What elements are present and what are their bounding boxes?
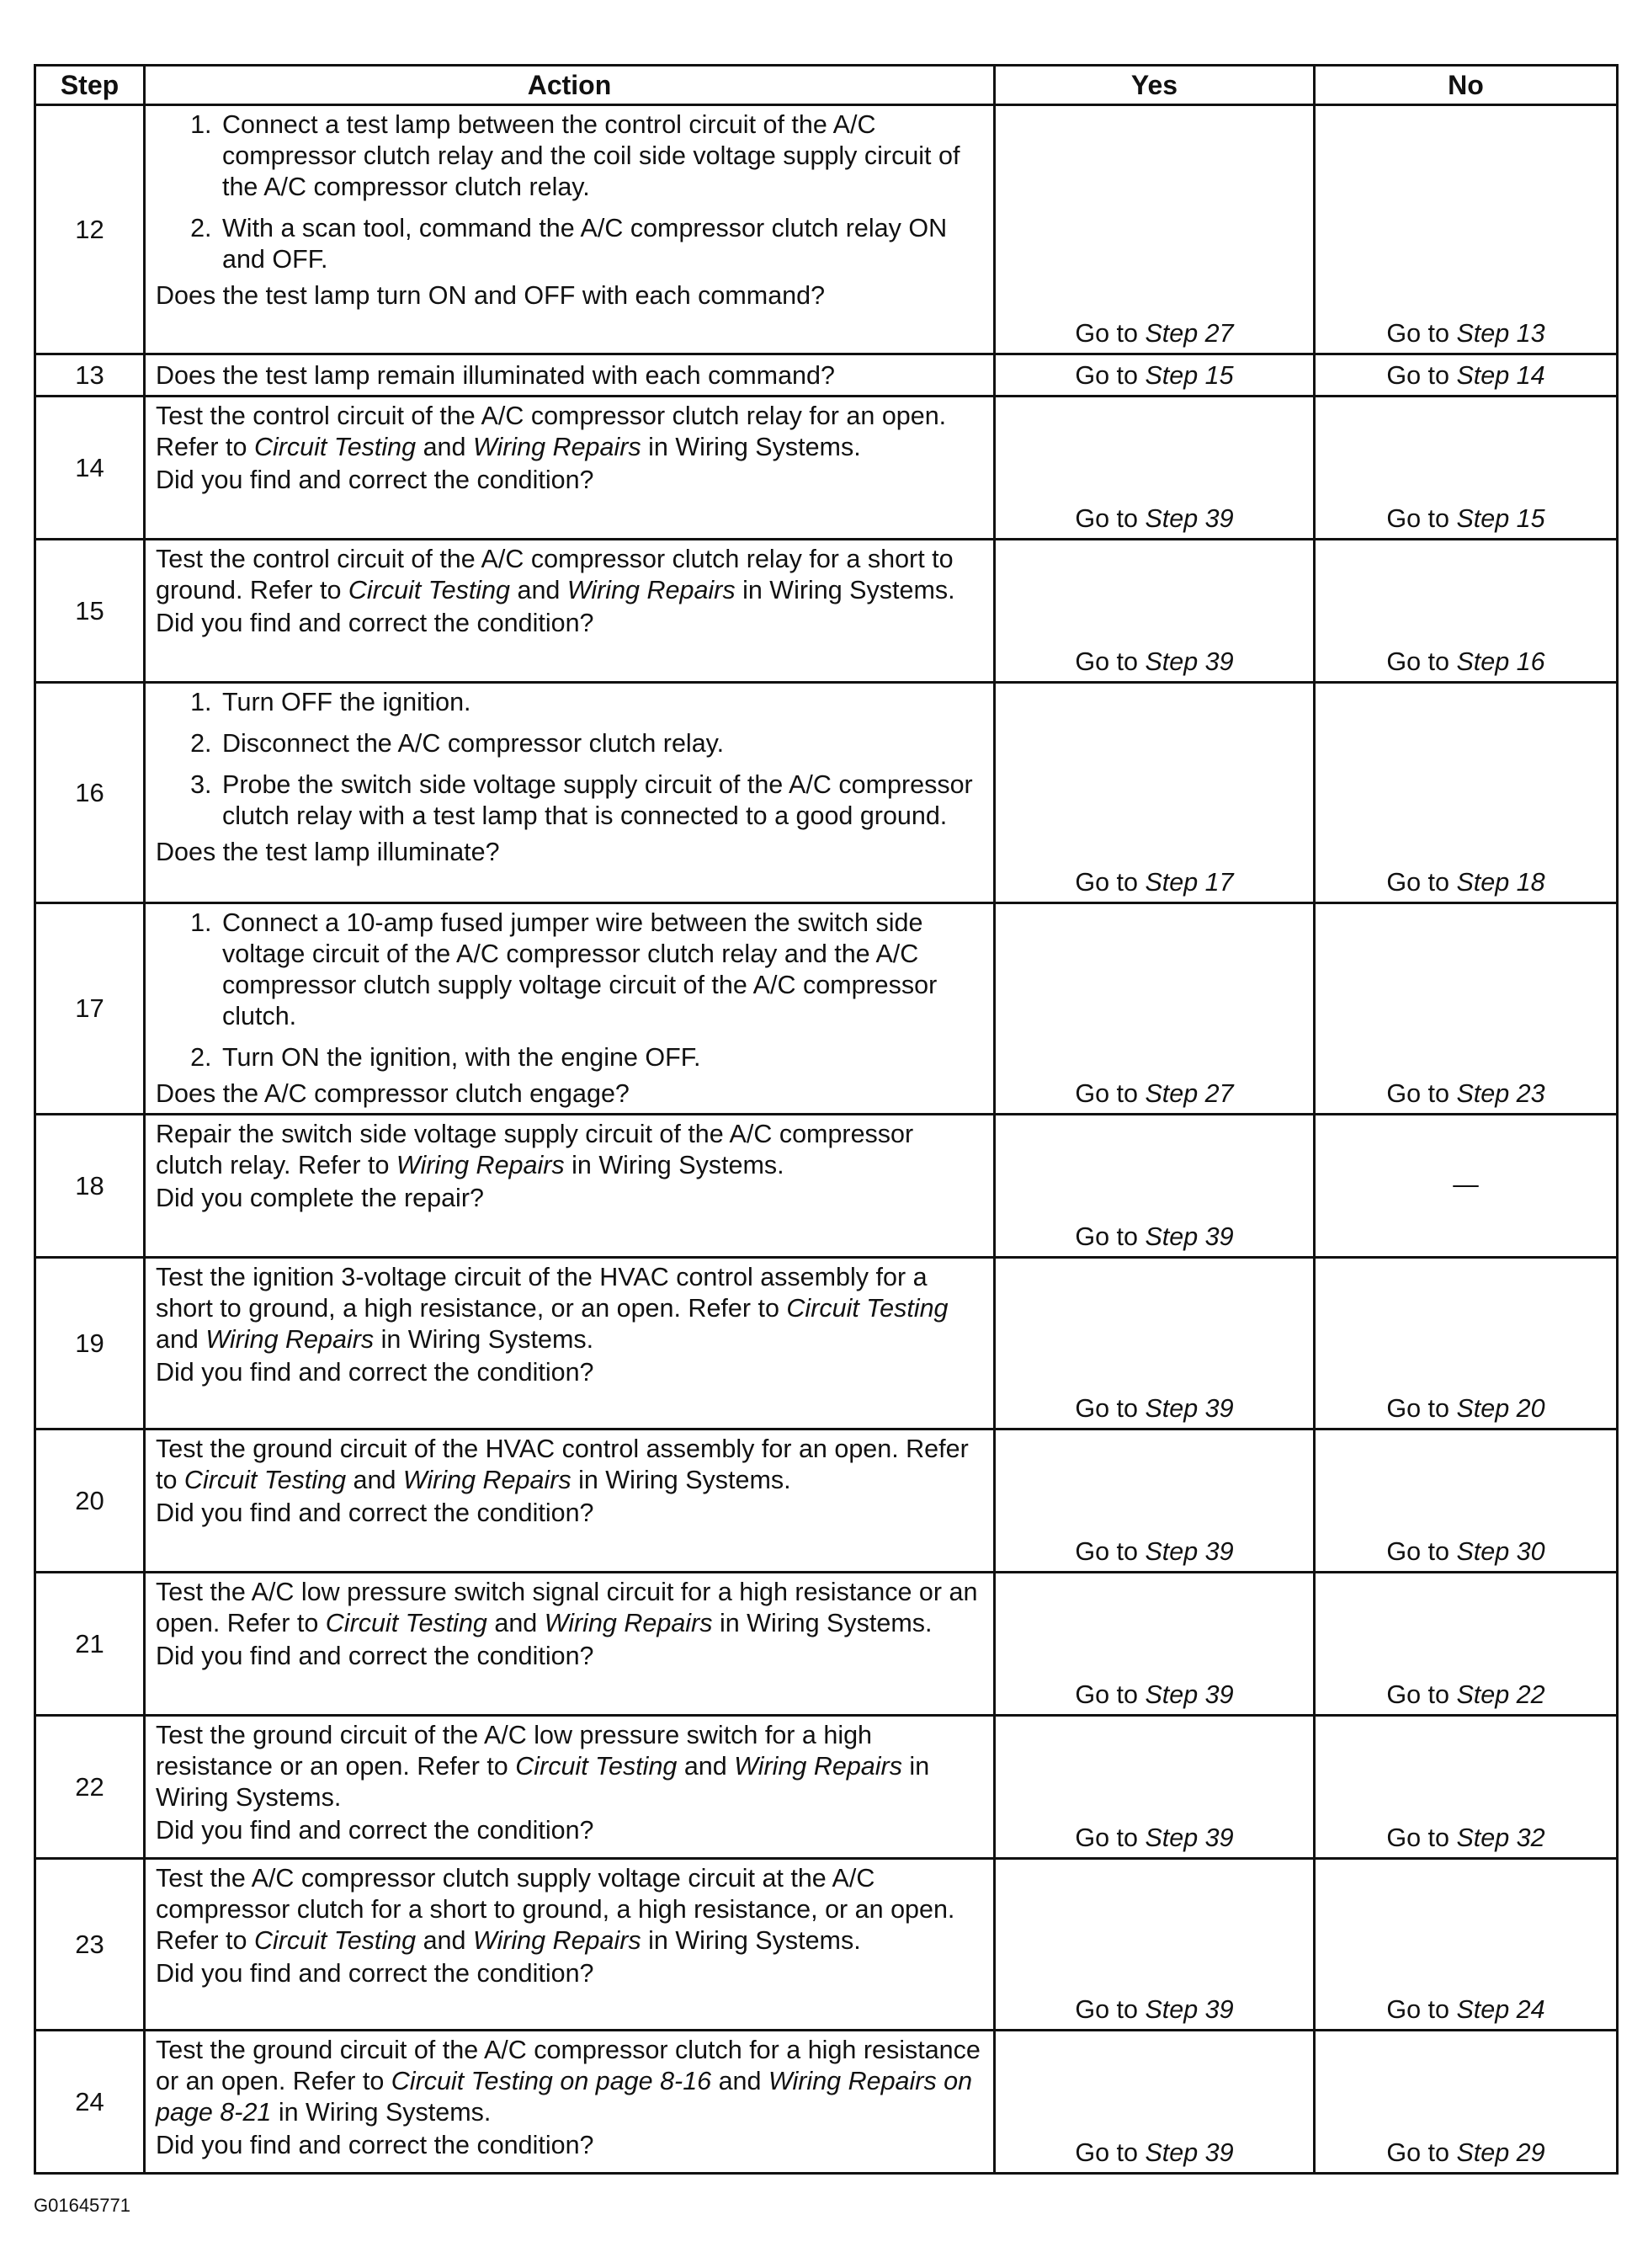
action-text-segment: in Wiring Systems.	[156, 1752, 930, 1812]
action-text-segment: and	[346, 1466, 403, 1494]
no-answer-dash: —	[1453, 1169, 1479, 1199]
no-answer-step: Step 14	[1456, 361, 1545, 390]
table-row	[35, 1573, 1618, 1716]
step-number: 15	[35, 540, 145, 683]
action-text-segment: and	[486, 1609, 545, 1637]
action-cell	[145, 683, 995, 903]
action-text	[156, 2035, 983, 2128]
yes-answer-prefix: Go to	[1075, 1394, 1146, 1423]
no-answer-prefix: Go to	[1386, 868, 1457, 897]
action-text-segment: Test the control circuit of the A/C compressor clutch relay for an open. Refer to	[156, 402, 947, 461]
action-steps-list	[156, 687, 983, 832]
no-answer	[1315, 683, 1618, 903]
action-text-segment: Test the A/C compressor clutch supply voltage circuit at the A/C compressor clutch for a short to ground, a high resistance, or an open. Refer to	[156, 1864, 955, 1955]
action-cell	[145, 903, 995, 1115]
table-row	[35, 683, 1618, 903]
action-cell	[145, 1859, 995, 2031]
no-answer-step: Step 13	[1456, 319, 1545, 348]
yes-answer-prefix: Go to	[1075, 868, 1146, 897]
no-answer	[1315, 1115, 1618, 1258]
no-answer-prefix: Go to	[1386, 1680, 1457, 1709]
yes-answer	[995, 1716, 1315, 1859]
yes-answer-prefix: Go to	[1075, 1537, 1146, 1566]
reference-link-text: Circuit Testing on page 8-16	[391, 2067, 712, 2095]
yes-answer-step: Step 39	[1145, 1537, 1234, 1566]
step-number: 23	[35, 1859, 145, 2031]
action-text	[156, 1577, 983, 1639]
header-action: Action	[145, 66, 995, 105]
reference-link-text: Wiring Repairs	[402, 1466, 571, 1494]
reference-link-text: Wiring Repairs	[734, 1752, 902, 1781]
reference-link-text: Wiring Repairs	[472, 1926, 641, 1955]
action-text	[156, 1863, 983, 1957]
action-text	[156, 1262, 983, 1355]
action-question: Did you find and correct the condition?	[156, 1642, 594, 1670]
yes-answer	[995, 1115, 1315, 1258]
yes-answer	[995, 683, 1315, 903]
action-text-segment: in Wiring Systems.	[641, 433, 861, 461]
reference-link-text: Wiring Repairs	[205, 1325, 375, 1354]
yes-answer-step: Step 39	[1145, 1680, 1234, 1709]
no-answer-step: Step 24	[1456, 1995, 1545, 2024]
step-number: 12	[35, 105, 145, 354]
step-number: 18	[35, 1115, 145, 1258]
yes-answer-prefix: Go to	[1075, 2138, 1146, 2167]
yes-answer-step: Step 39	[1145, 647, 1234, 676]
step-number: 22	[35, 1716, 145, 1859]
action-text	[156, 1119, 983, 1181]
yes-answer-prefix: Go to	[1075, 1079, 1146, 1108]
no-answer-prefix: Go to	[1386, 647, 1457, 676]
action-question: Did you find and correct the condition?	[156, 466, 594, 494]
step-number: 19	[35, 1258, 145, 1429]
reference-link-text: Circuit Testing	[348, 576, 511, 604]
yes-answer	[995, 105, 1315, 354]
action-question: Does the A/C compressor clutch engage?	[156, 1079, 630, 1108]
yes-answer-step: Step 39	[1145, 1995, 1234, 2024]
action-text	[156, 401, 983, 463]
action-question: Does the test lamp turn ON and OFF with each command?	[156, 281, 826, 310]
reference-link-text: Wiring Repairs	[472, 433, 641, 461]
action-text-segment: in Wiring Systems.	[712, 1609, 933, 1637]
action-cell	[145, 397, 995, 540]
reference-link-text: Circuit Testing	[253, 1926, 417, 1955]
no-answer	[1315, 1258, 1618, 1429]
action-step-item: 1. Connect a 10-amp fused jumper wire between the switch side voltage circuit of the A/C compressor clutch relay and the A/C compressor clutch supply voltage circuit of the A/C compressor clutch.	[219, 908, 983, 1032]
figure-id: G01645771	[34, 2195, 130, 2216]
yes-answer	[995, 354, 1315, 397]
no-answer-prefix: Go to	[1386, 1537, 1457, 1566]
no-answer-step: Step 32	[1456, 1823, 1545, 1852]
diagnostic-table	[34, 64, 1619, 2175]
action-text-segment: and	[416, 1926, 473, 1955]
action-text	[156, 544, 983, 606]
table-row	[35, 1258, 1618, 1429]
step-number: 14	[35, 397, 145, 540]
no-answer-prefix: Go to	[1386, 2138, 1457, 2167]
reference-link-text: Circuit Testing	[515, 1752, 678, 1781]
no-answer-step: Step 16	[1456, 647, 1545, 676]
yes-answer-prefix: Go to	[1075, 319, 1146, 348]
table-row	[35, 1859, 1618, 2031]
yes-answer-step: Step 17	[1145, 868, 1234, 897]
action-cell	[145, 1115, 995, 1258]
action-text-segment: and	[156, 1325, 206, 1354]
yes-answer-prefix: Go to	[1075, 1222, 1146, 1251]
yes-answer	[995, 2031, 1315, 2174]
action-cell	[145, 2031, 995, 2174]
reference-link-text: Wiring Repairs	[544, 1609, 713, 1637]
no-answer-prefix: Go to	[1386, 1995, 1457, 2024]
action-text-segment: in Wiring Systems.	[374, 1325, 594, 1354]
no-answer-step: Step 22	[1456, 1680, 1545, 1709]
action-question: Does the test lamp illuminate?	[156, 838, 500, 866]
yes-answer-step: Step 39	[1145, 2138, 1234, 2167]
table-row	[35, 2031, 1618, 2174]
no-answer-prefix: Go to	[1386, 319, 1457, 348]
action-cell	[145, 354, 995, 397]
no-answer-step: Step 18	[1456, 868, 1545, 897]
action-text-segment: Test the A/C low pressure switch signal circuit for a high resistance or an open. Refer to	[156, 1578, 978, 1637]
no-answer	[1315, 540, 1618, 683]
action-text-segment: in Wiring Systems.	[271, 2098, 492, 2127]
action-step-item: 2. With a scan tool, command the A/C compressor clutch relay ON and OFF.	[219, 213, 983, 275]
no-answer	[1315, 354, 1618, 397]
table-row	[35, 903, 1618, 1115]
table-row	[35, 397, 1618, 540]
action-text-segment: in Wiring Systems.	[564, 1151, 784, 1179]
no-answer	[1315, 1429, 1618, 1573]
yes-answer-prefix: Go to	[1075, 361, 1146, 390]
no-answer-step: Step 20	[1456, 1394, 1545, 1423]
no-answer	[1315, 903, 1618, 1115]
yes-answer	[995, 397, 1315, 540]
yes-answer-step: Step 39	[1145, 1394, 1234, 1423]
action-question: Did you find and correct the condition?	[156, 1358, 594, 1387]
action-question: Does the test lamp remain illuminated with each command?	[156, 361, 835, 390]
no-answer-step: Step 23	[1456, 1079, 1545, 1108]
yes-answer-step: Step 39	[1145, 1823, 1234, 1852]
action-cell	[145, 540, 995, 683]
reference-link-text: Circuit Testing	[325, 1609, 487, 1637]
no-answer	[1315, 1859, 1618, 2031]
action-cell	[145, 1573, 995, 1716]
no-answer	[1315, 2031, 1618, 2174]
action-text-segment: in Wiring Systems.	[641, 1926, 861, 1955]
no-answer-prefix: Go to	[1386, 1394, 1457, 1423]
action-cell	[145, 1258, 995, 1429]
header-yes: Yes	[995, 66, 1315, 105]
action-question: Did you find and correct the condition?	[156, 609, 594, 637]
table-row	[35, 540, 1618, 683]
step-number: 13	[35, 354, 145, 397]
action-steps-list	[156, 908, 983, 1073]
yes-answer-prefix: Go to	[1075, 647, 1146, 676]
table-row	[35, 1115, 1618, 1258]
table-row	[35, 1716, 1618, 1859]
action-question: Did you find and correct the condition?	[156, 2131, 594, 2159]
action-step-item: 3. Probe the switch side voltage supply circuit of the A/C compressor clutch relay with a test lamp that is connected to a good ground.	[219, 769, 983, 832]
action-text-segment: Test the control circuit of the A/C compressor clutch relay for a short to ground. Refer to	[156, 545, 954, 604]
yes-answer-prefix: Go to	[1075, 1995, 1146, 2024]
action-cell	[145, 105, 995, 354]
table-row	[35, 354, 1618, 397]
reference-link-text: Circuit Testing	[253, 433, 417, 461]
action-text-segment: Repair the switch side voltage supply circuit of the A/C compressor clutch relay. Refer to	[156, 1120, 914, 1179]
step-number: 16	[35, 683, 145, 903]
reference-link-text: Wiring Repairs on page 8-21	[156, 2067, 973, 2127]
yes-answer-prefix: Go to	[1075, 1680, 1146, 1709]
yes-answer-prefix: Go to	[1075, 504, 1146, 533]
no-answer	[1315, 397, 1618, 540]
action-text-segment: in Wiring Systems.	[735, 576, 955, 604]
yes-answer	[995, 903, 1315, 1115]
yes-answer-step: Step 39	[1145, 1222, 1234, 1251]
action-text	[156, 1434, 983, 1496]
no-answer-step: Step 15	[1456, 504, 1545, 533]
action-text-segment: Test the ground circuit of the A/C compressor clutch for a high resistance or an open. Refer to	[156, 2036, 981, 2095]
no-answer	[1315, 105, 1618, 354]
no-answer-step: Step 30	[1456, 1537, 1545, 1566]
step-number: 17	[35, 903, 145, 1115]
action-text-segment: and	[711, 2067, 768, 2095]
action-text-segment: and	[416, 433, 473, 461]
action-question: Did you find and correct the condition?	[156, 1816, 594, 1845]
no-answer-prefix: Go to	[1386, 1079, 1457, 1108]
yes-answer-prefix: Go to	[1075, 1823, 1146, 1852]
action-cell	[145, 1716, 995, 1859]
reference-link-text: Circuit Testing	[183, 1466, 347, 1494]
action-text-segment: Test the ignition 3-voltage circuit of the HVAC control assembly for a short to ground, a high resistance, or an open. Refer to	[156, 1263, 928, 1323]
action-text-segment: and	[510, 576, 567, 604]
reference-link-text: Circuit Testing	[786, 1294, 949, 1323]
step-number: 20	[35, 1429, 145, 1573]
yes-answer	[995, 1258, 1315, 1429]
yes-answer	[995, 1429, 1315, 1573]
step-number: 21	[35, 1573, 145, 1716]
yes-answer-step: Step 15	[1145, 361, 1234, 390]
action-text	[156, 1720, 983, 1813]
action-question: Did you find and correct the condition?	[156, 1959, 594, 1988]
action-step-item: 2. Turn ON the ignition, with the engine OFF.	[219, 1042, 983, 1073]
yes-answer	[995, 540, 1315, 683]
yes-answer	[995, 1859, 1315, 2031]
table-body	[35, 105, 1618, 2174]
no-answer-prefix: Go to	[1386, 1823, 1457, 1852]
table-header-row	[35, 66, 1618, 105]
reference-link-text: Wiring Repairs	[566, 576, 736, 604]
action-step-item: 2. Disconnect the A/C compressor clutch relay.	[219, 728, 983, 759]
action-question: Did you find and correct the condition?	[156, 1499, 594, 1527]
step-number: 24	[35, 2031, 145, 2174]
yes-answer-step: Step 27	[1145, 1079, 1234, 1108]
no-answer-step: Step 29	[1456, 2138, 1545, 2167]
action-text-segment: and	[677, 1752, 735, 1781]
reference-link-text: Wiring Repairs	[396, 1151, 565, 1179]
action-cell	[145, 1429, 995, 1573]
table-row	[35, 105, 1618, 354]
action-steps-list	[156, 109, 983, 275]
no-answer	[1315, 1716, 1618, 1859]
action-step-item: 1. Turn OFF the ignition.	[219, 687, 983, 718]
no-answer-prefix: Go to	[1386, 361, 1457, 390]
action-step-item: 1. Connect a test lamp between the control circuit of the A/C compressor clutch relay and the coil side voltage supply circuit of the A/C compressor clutch relay.	[219, 109, 983, 203]
action-text-segment: Test the ground circuit of the A/C low pressure switch for a high resistance or an open. Refer to	[156, 1721, 873, 1781]
table-row	[35, 1429, 1618, 1573]
no-answer-prefix: Go to	[1386, 504, 1457, 533]
yes-answer-step: Step 39	[1145, 504, 1234, 533]
action-text-segment: in Wiring Systems.	[571, 1466, 791, 1494]
header-no: No	[1315, 66, 1618, 105]
no-answer	[1315, 1573, 1618, 1716]
action-question: Did you complete the repair?	[156, 1184, 484, 1212]
yes-answer	[995, 1573, 1315, 1716]
yes-answer-step: Step 27	[1145, 319, 1234, 348]
header-step: Step	[35, 66, 145, 105]
action-text-segment: Test the ground circuit of the HVAC control assembly for an open. Refer to	[156, 1435, 969, 1494]
